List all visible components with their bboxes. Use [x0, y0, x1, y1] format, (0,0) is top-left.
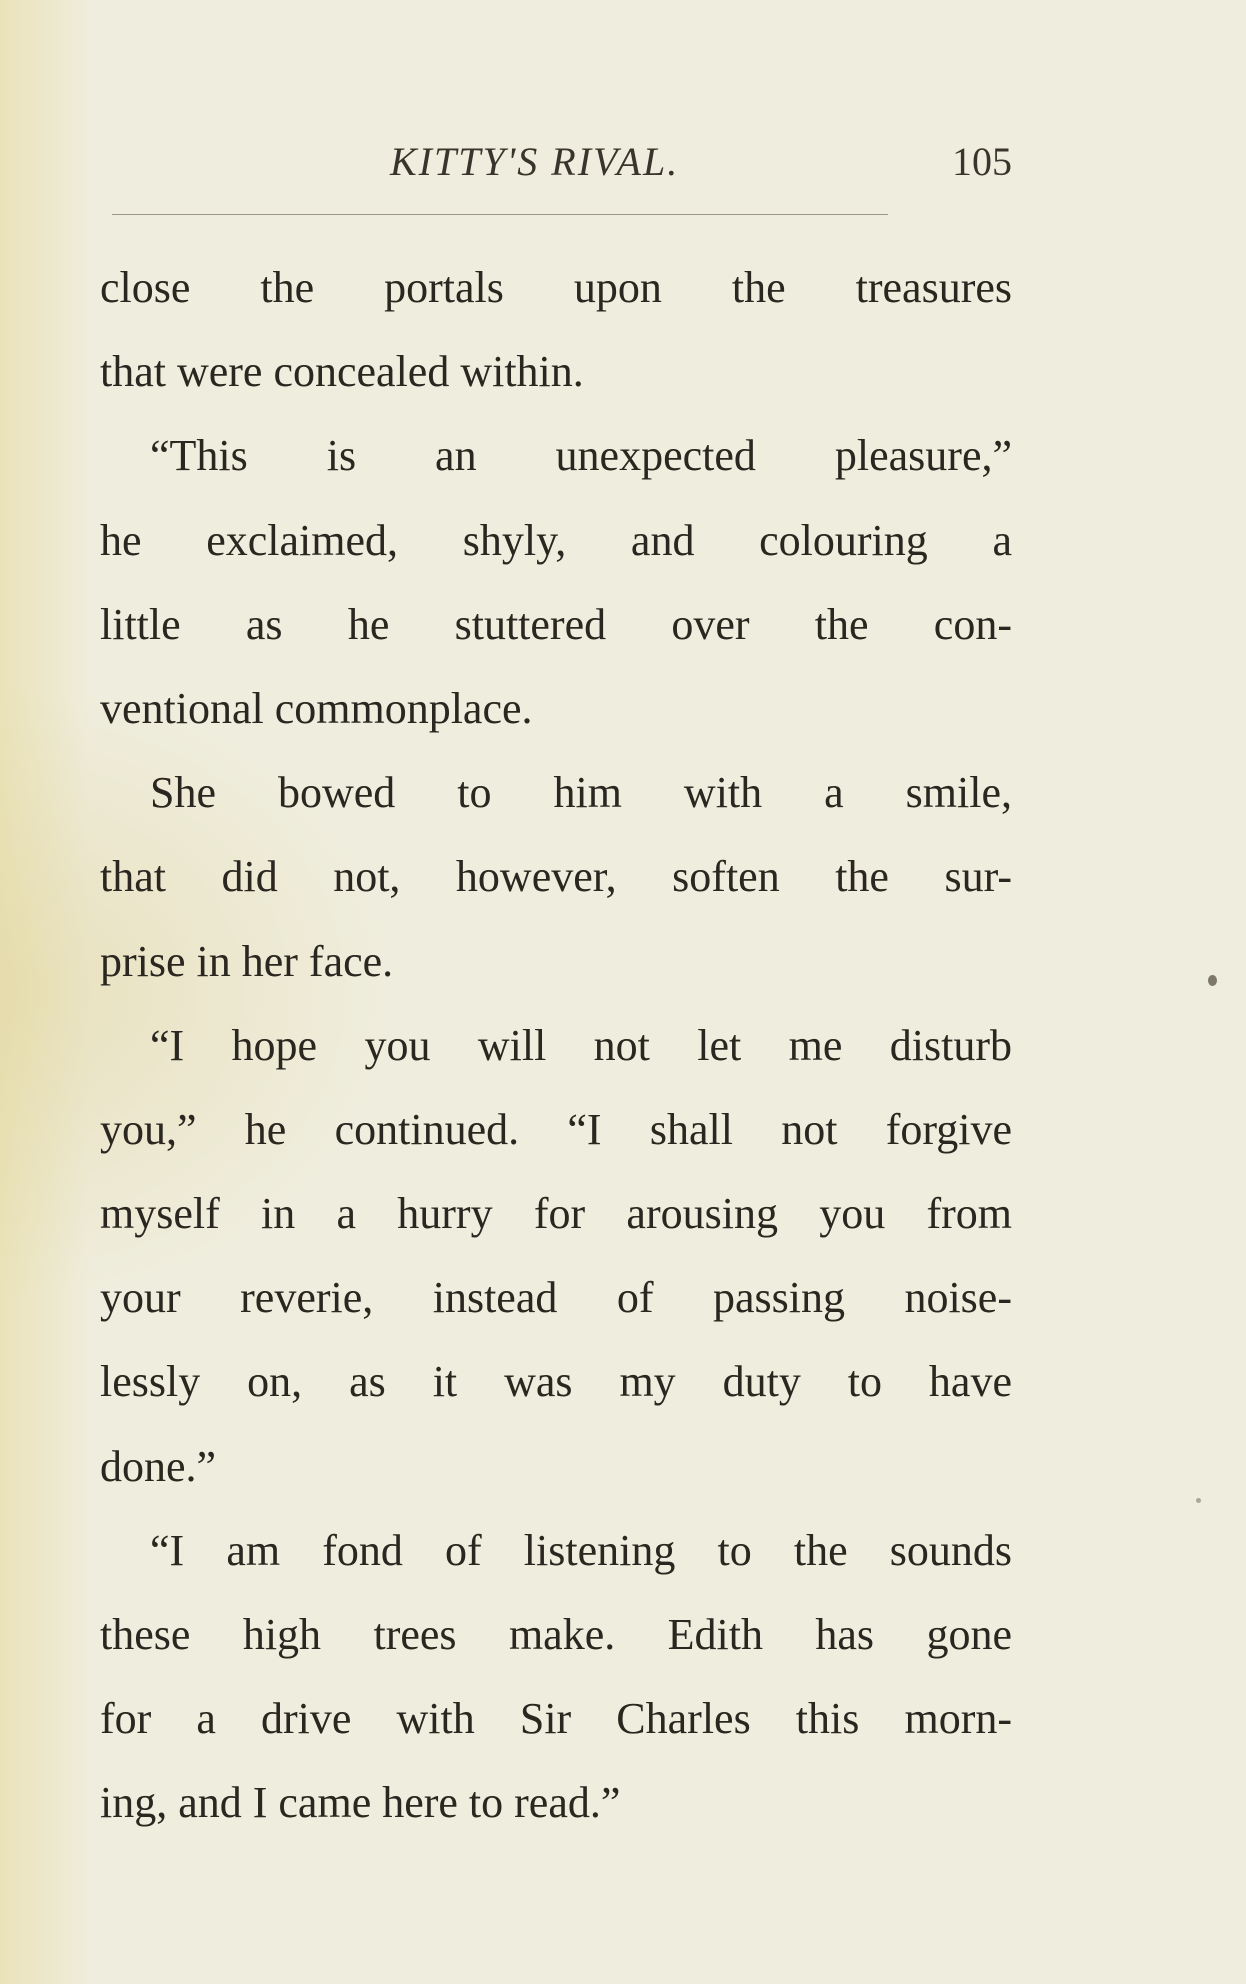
text-line: “This is an unexpected pleasure,” — [150, 431, 1012, 481]
text-line: She bowed to him with a smile, — [150, 768, 1012, 818]
header-rule — [112, 214, 888, 215]
text-line: “I hope you will not let me disturb — [150, 1020, 1012, 1070]
text-line: your reverie, instead of passing noise- — [100, 1273, 1012, 1323]
text-line: that were concealed within. — [100, 347, 584, 397]
text-line: he exclaimed, shyly, and colouring a — [100, 515, 1012, 565]
page-header — [100, 130, 1012, 184]
text-line: ing, and I came here to read.” — [100, 1778, 621, 1828]
text-line: “I am fond of listening to the sounds — [150, 1525, 1012, 1575]
text-line: for a drive with Sir Charles this morn- — [100, 1694, 1012, 1744]
text-line: you,” he continued. “I shall not forgive — [100, 1104, 1012, 1154]
body-text — [100, 246, 1012, 1846]
text-line: prise in her face. — [100, 936, 394, 986]
page-number: 105 — [952, 139, 1012, 184]
text-line: lessly on, as it was my duty to have — [100, 1357, 1012, 1407]
text-line: myself in a hurry for arousing you from — [100, 1189, 1012, 1239]
text-line: these high trees make. Edith has gone — [100, 1610, 1012, 1659]
text-line: little as he stuttered over the con- — [100, 599, 1012, 649]
text-line: ventional commonplace. — [100, 683, 533, 733]
running-title: KITTY'S RIVAL. — [390, 139, 680, 184]
paper-speck — [1208, 975, 1217, 986]
paper-speck — [1196, 1498, 1201, 1503]
text-line: done.” — [100, 1441, 217, 1491]
text-line: close the portals upon the treasures — [100, 263, 1012, 312]
text-line: that did not, however, soften the sur- — [100, 852, 1012, 902]
